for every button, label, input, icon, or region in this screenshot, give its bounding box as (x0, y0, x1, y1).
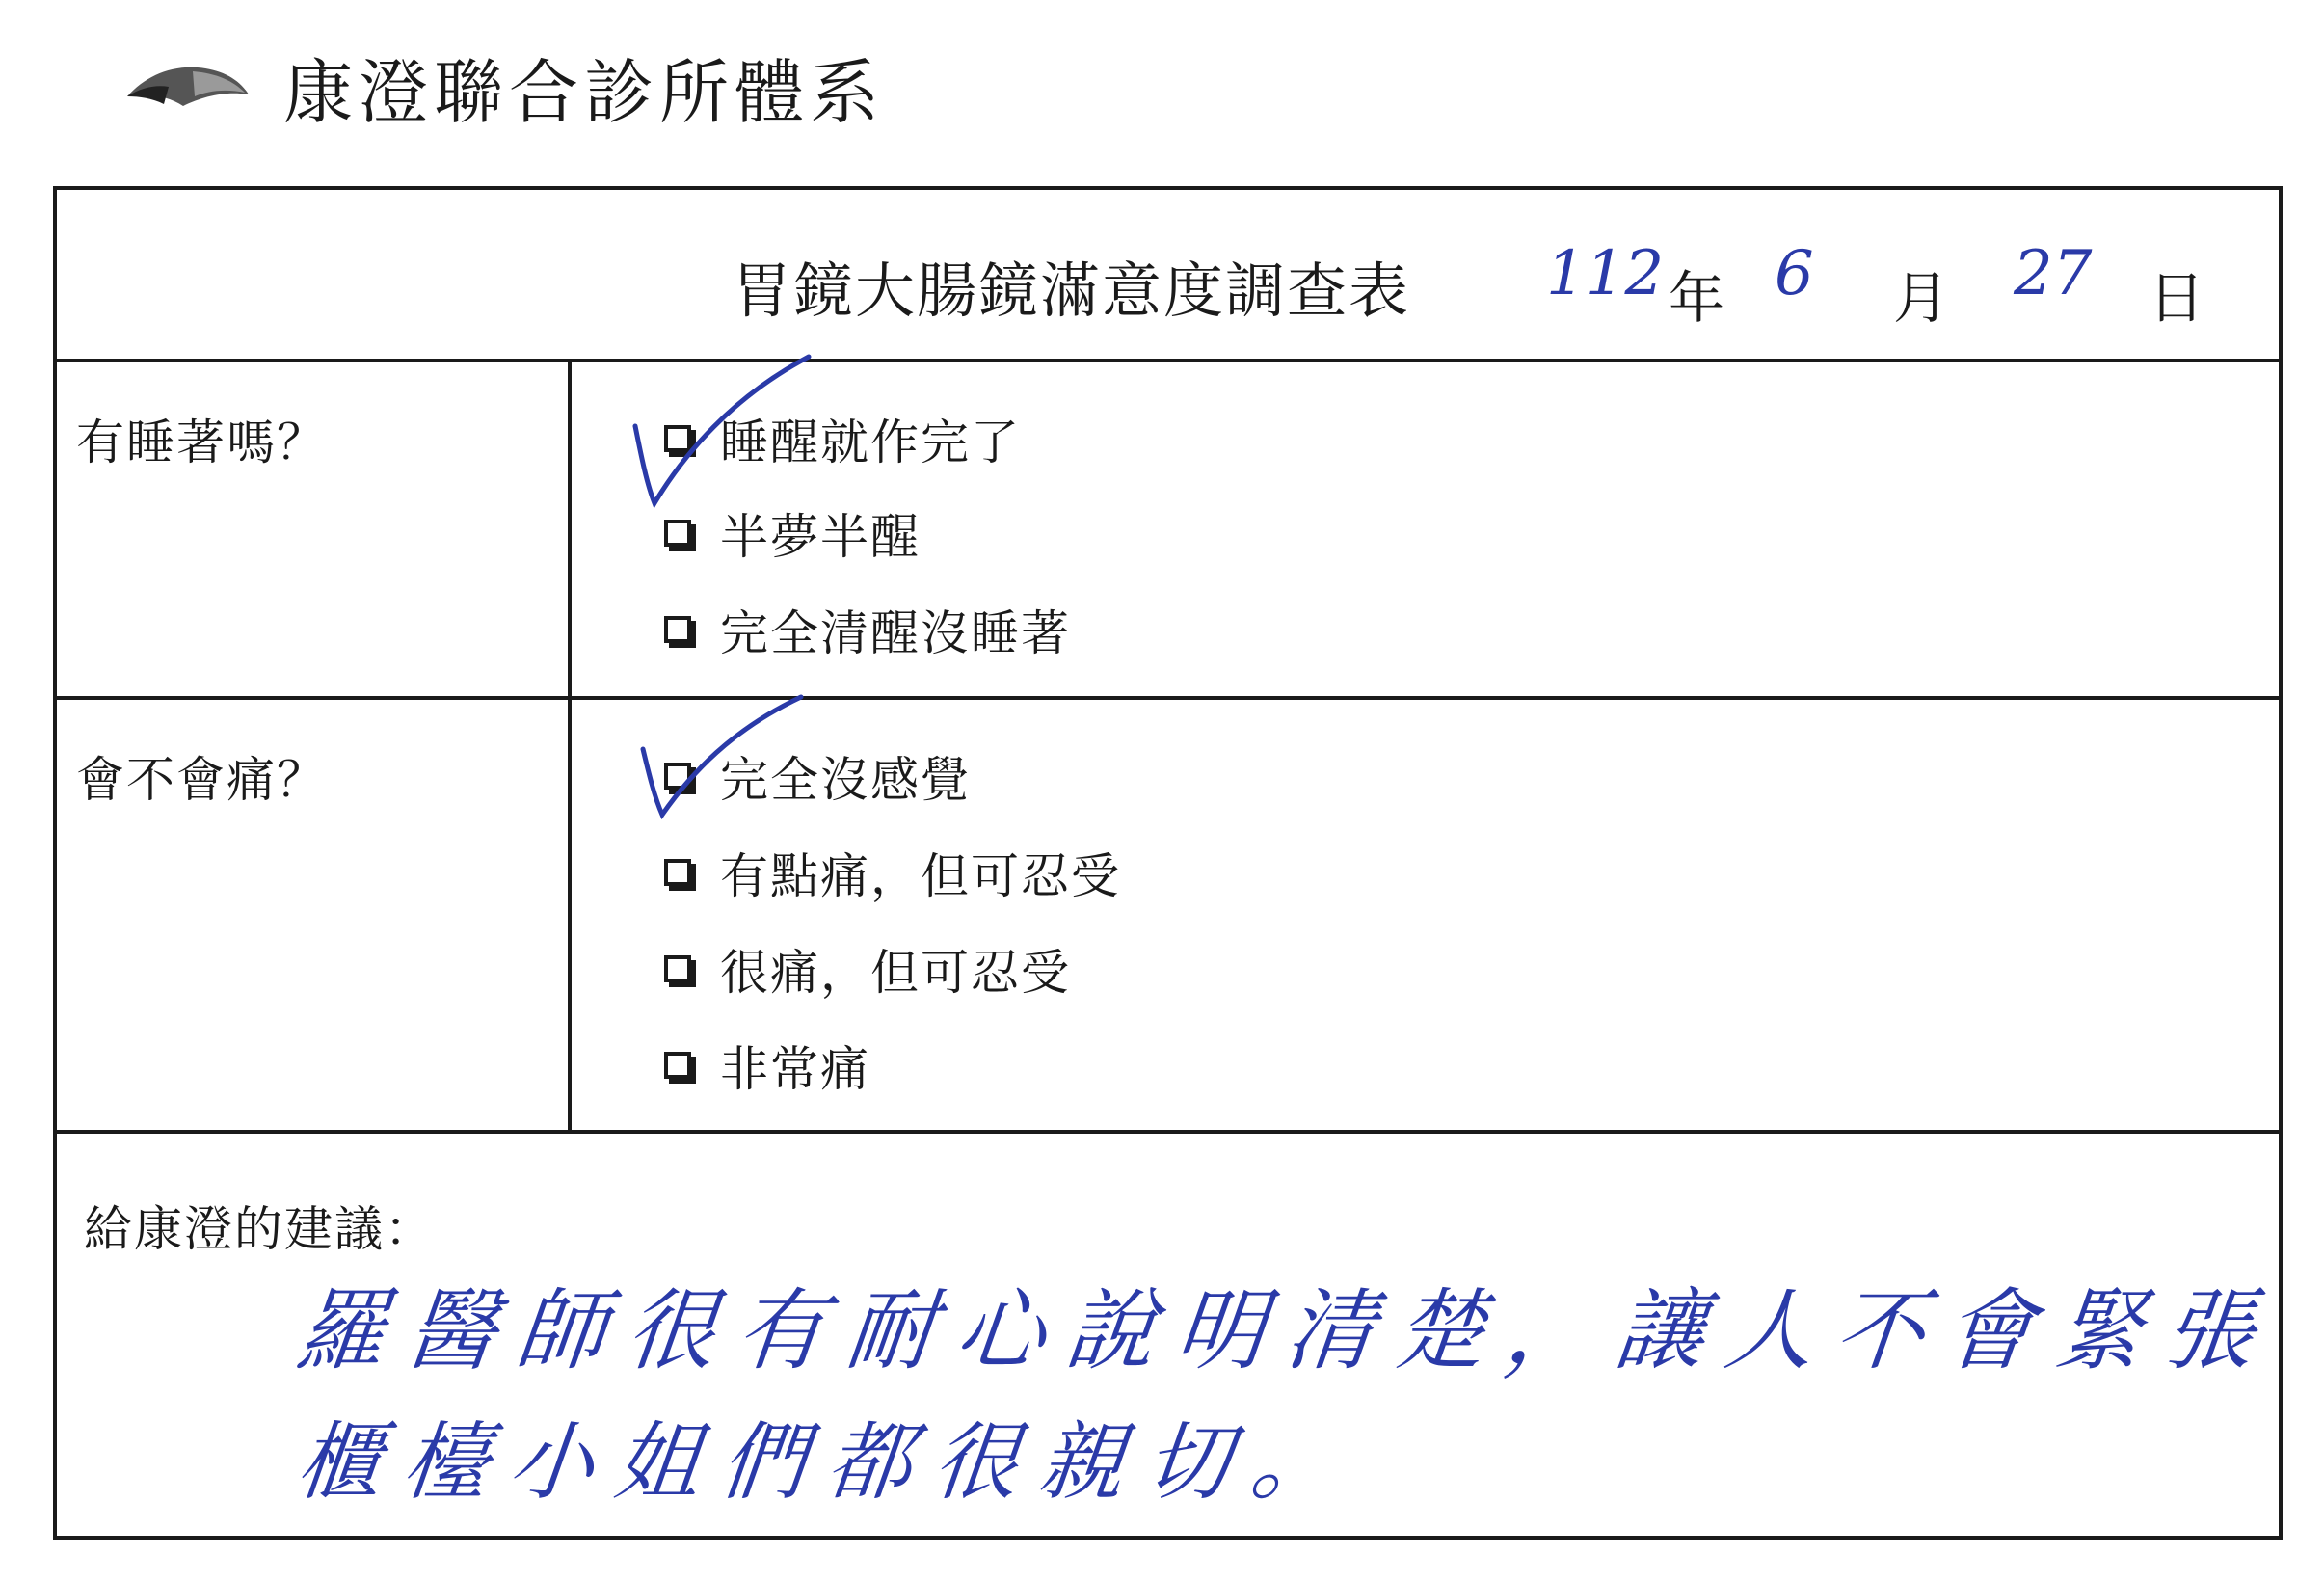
handwritten-suggestion-line-2: 櫃檯小姐們都很親切。 (291, 1412, 1363, 1512)
option-sleep-3[interactable] (664, 595, 1071, 664)
date-year-unit: 年 (1669, 265, 1725, 331)
date-day-unit: 日 (2149, 265, 2205, 331)
option-label: 完全沒感覺 (720, 752, 971, 808)
checkbox-icon[interactable] (664, 616, 691, 643)
handwritten-suggestion-line-1: 羅醫師很有耐心說明清楚，讓人不會緊張 (291, 1279, 2281, 1382)
option-pain-2[interactable] (664, 838, 1121, 907)
question-sleep-label: 有睡著嗎？ (76, 415, 327, 470)
suggestion-label: 給康澄的建議： (84, 1201, 435, 1257)
clinic-name: 康澄聯合診所體系 (283, 52, 886, 133)
option-label: 非常痛 (720, 1041, 870, 1097)
option-pain-4[interactable] (664, 1031, 870, 1100)
option-label: 很痛，但可忍受 (720, 945, 1071, 1001)
row-divider (57, 1130, 2279, 1134)
survey-form (53, 186, 2283, 1540)
checkbox-icon[interactable] (664, 520, 691, 547)
check-mark-icon (635, 691, 809, 826)
checkbox-icon[interactable] (664, 955, 691, 982)
form-title: 胃鏡大腸鏡滿意度調查表 (732, 255, 1411, 326)
row-divider (57, 359, 2279, 362)
option-label: 睡醒就作完了 (720, 415, 1021, 470)
date-month-value: 6 (1775, 238, 1814, 309)
checkbox-icon[interactable] (664, 1052, 691, 1079)
option-pain-3[interactable] (664, 934, 1071, 1004)
option-label: 半夢半醒 (720, 509, 921, 565)
date-month-unit: 月 (1893, 265, 1950, 331)
question-pain-label: 會不會痛？ (76, 752, 327, 808)
row-divider (57, 696, 2279, 700)
leaf-logo-icon (125, 58, 251, 116)
option-label: 有點痛，但可忍受 (720, 848, 1121, 904)
date-year-value: 112 (1546, 238, 1665, 309)
check-mark-icon (626, 349, 818, 513)
option-label: 完全清醒沒睡著 (720, 605, 1071, 661)
column-divider (568, 359, 572, 1130)
clinic-header (125, 39, 885, 135)
checkbox-icon[interactable] (664, 859, 691, 886)
date-day-value: 27 (2014, 238, 2093, 309)
